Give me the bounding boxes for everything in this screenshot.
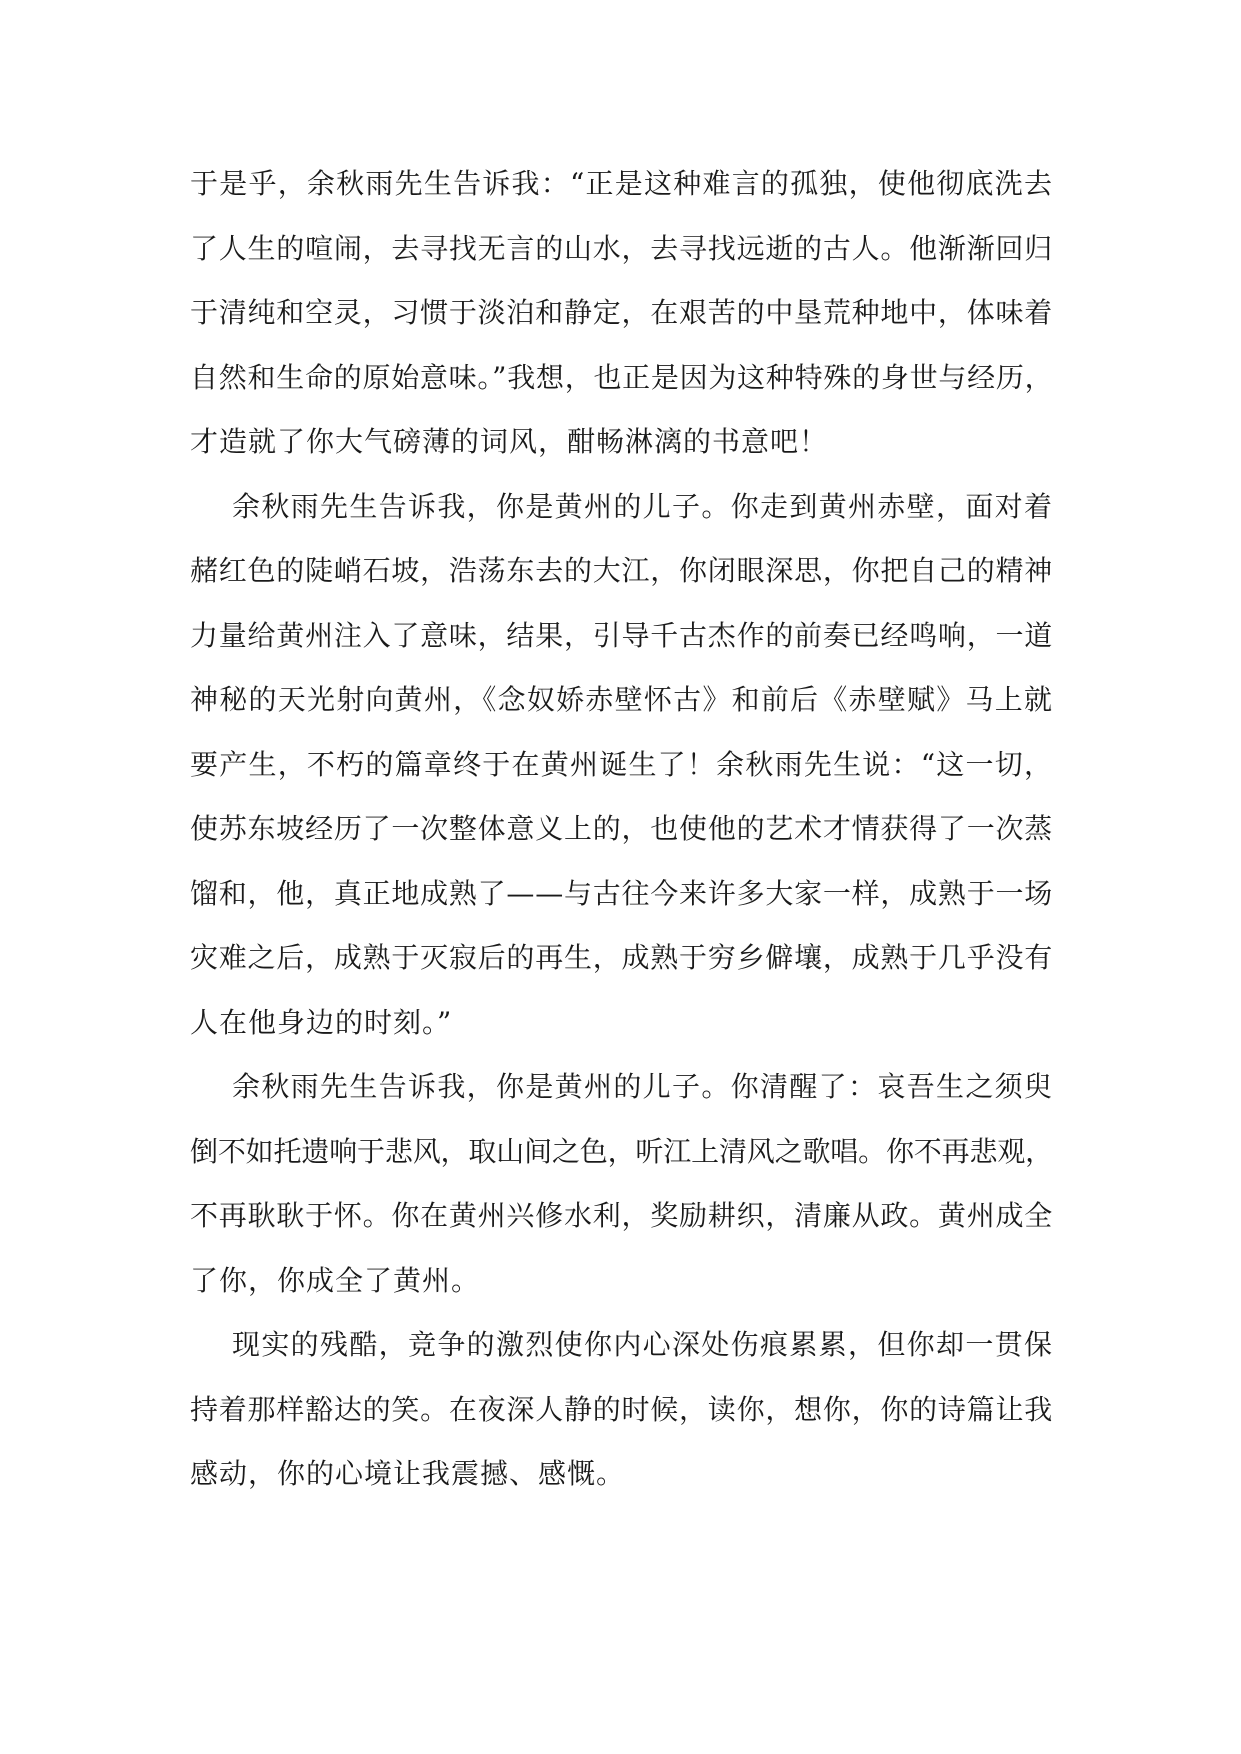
paragraph-1 bbox=[190, 152, 1053, 475]
text-line: 余秋雨先生告诉我，你是黄州的儿子。你走到黄州赤壁，面对着 bbox=[232, 489, 1053, 523]
text-line: 于清纯和空灵，习惯于淡泊和静定，在艰苦的中垦荒种地中，体味着 bbox=[190, 296, 1054, 329]
text-line: 馏和，他，真正地成熟了——与古往今来许多大家一样，成熟于一场 bbox=[190, 876, 1054, 910]
text-line: 才造就了你大气磅薄的词风，酣畅淋漓的书意吧！ bbox=[190, 425, 829, 458]
text-line: 余秋雨先生告诉我，你是黄州的儿子。你清醒了：哀吾生之须臾 bbox=[232, 1070, 1053, 1103]
text-line: 神秘的天光射向黄州，《念奴娇赤壁怀古》和前后《赤壁赋》马上就 bbox=[190, 683, 1053, 716]
paragraph-3 bbox=[190, 1055, 1053, 1313]
text-line: 力量给黄州注入了意味，结果，引导千古杰作的前奏已经鸣响，一道 bbox=[190, 618, 1054, 652]
text-line: 使苏东坡经历了一次整体意义上的，也使他的艺术才情获得了一次蒸 bbox=[190, 812, 1054, 845]
text-line: 不再耿耿于怀。你在黄州兴修水利，奖励耕织，清廉从政。黄州成全 bbox=[190, 1199, 1054, 1232]
text-line: 人在他身边的时刻。” bbox=[190, 1005, 453, 1039]
paragraph-2 bbox=[190, 475, 1053, 1056]
text-line: 灾难之后，成熟于灭寂后的再生，成熟于穷乡僻壤，成熟于几乎没有 bbox=[190, 941, 1054, 974]
text-line: 于是乎，余秋雨先生告诉我：“正是这种难言的孤独，使他彻底洗去 bbox=[190, 167, 1053, 200]
text-line: 持着那样豁达的笑。在夜深人静的时候，读你，想你，你的诗篇让我 bbox=[190, 1392, 1054, 1426]
text-line: 倒不如托遗响于悲风，取山间之色，听江上清风之歌唱。你不再悲观， bbox=[190, 1134, 1054, 1168]
text-line: 自然和生命的原始意味。”我想，也正是因为这种特殊的身世与经历， bbox=[190, 360, 1054, 394]
text-line: 感动，你的心境让我震撼、感慨。 bbox=[190, 1457, 626, 1490]
text-line: 要产生，不朽的篇章终于在黄州诞生了！余秋雨先生说：“这一切， bbox=[190, 747, 1053, 781]
text-line: 了人生的喧闹，去寻找无言的山水，去寻找远逝的古人。他渐渐回归 bbox=[190, 231, 1054, 265]
text-line: 现实的残酷，竞争的激烈使你内心深处伤痕累累，但你却一贯保 bbox=[232, 1328, 1053, 1361]
text-line: 了你，你成全了黄州。 bbox=[190, 1263, 481, 1297]
document-page bbox=[190, 152, 1053, 1507]
text-line: 赭红色的陡峭石坡，浩荡东去的大江，你闭眼深思，你把自己的精神 bbox=[190, 554, 1054, 587]
paragraph-4 bbox=[190, 1313, 1053, 1507]
